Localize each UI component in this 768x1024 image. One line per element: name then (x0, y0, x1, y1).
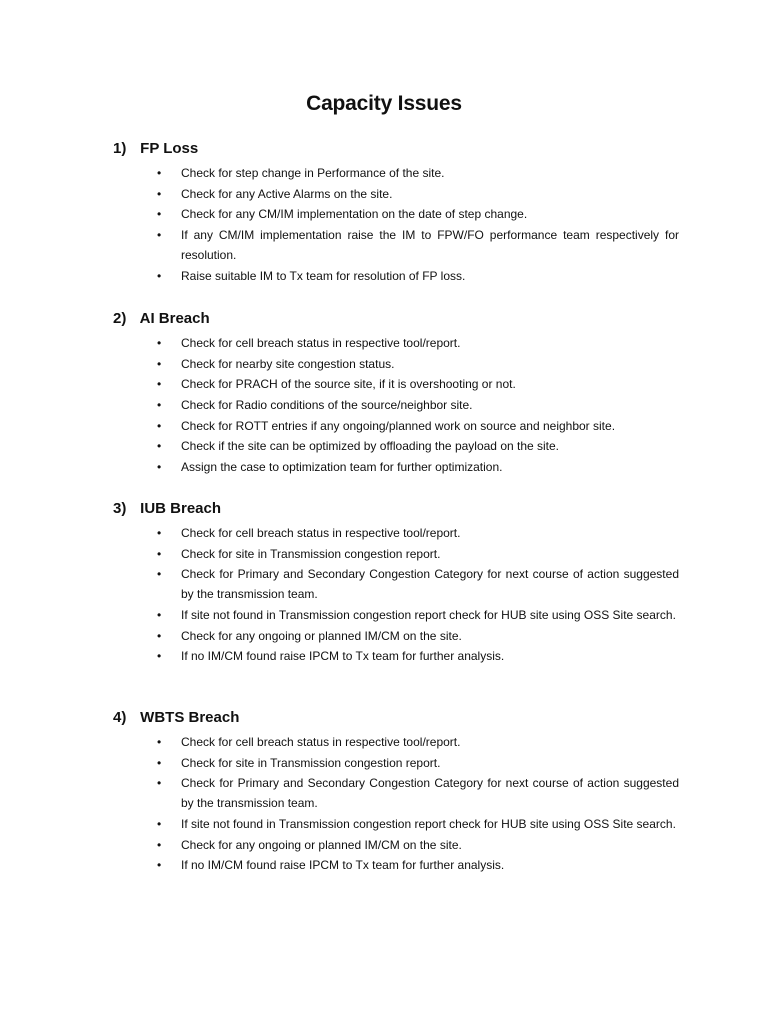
list-item (0, 605, 768, 625)
list-item (0, 646, 768, 666)
list-item-text: Check for nearby site congestion status. (181, 356, 395, 371)
list-item (0, 436, 768, 456)
list-item-text: If site not found in Transmission congestion report check for HUB site using OSS Site search. (181, 817, 676, 832)
list-item-text: Check for site in Transmission congestion report. (181, 546, 441, 561)
bullet-icon: • (157, 207, 162, 222)
list-item-text: Check for step change in Performance of the site. (181, 166, 445, 180)
list-item (0, 523, 768, 543)
section-title: WBTS Breach (140, 709, 240, 726)
list-item-text: Check for ROTT entries if any ongoing/planned work on source and neighbor site. (181, 418, 616, 433)
list-item (0, 773, 768, 813)
list-item-text: Check if the site can be optimized by offloading the payload on the site. (181, 439, 560, 454)
list-item-text: If no IM/CM found raise IPCM to Tx team for further analysis. (181, 858, 505, 873)
list-item (0, 333, 768, 353)
bullet-list (0, 523, 768, 667)
section-heading (113, 140, 198, 157)
bullet-list (0, 333, 768, 478)
list-item (0, 814, 768, 834)
section-title: IUB Breach (140, 500, 222, 517)
section-title: AI Breach (139, 310, 210, 327)
list-item (0, 374, 768, 394)
bullet-icon: • (157, 377, 162, 392)
bullet-icon: • (157, 336, 162, 350)
list-item-text: Check for cell breach status in respective tool/report. (181, 526, 461, 540)
list-item-text: Check for any ongoing or planned IM/CM on the site. (181, 628, 462, 643)
list-item (0, 835, 768, 855)
bullet-icon: • (157, 567, 162, 582)
list-item (0, 163, 768, 183)
bullet-icon: • (157, 817, 162, 832)
list-item (0, 266, 768, 286)
section-heading (113, 310, 210, 327)
bullet-icon: • (157, 628, 162, 643)
list-item-text: Assign the case to optimization team for further optimization. (181, 460, 503, 475)
bullet-icon: • (157, 186, 162, 201)
list-item (0, 753, 768, 773)
bullet-icon: • (157, 418, 162, 433)
list-item (0, 457, 768, 477)
section-heading (113, 500, 221, 517)
list-item (0, 184, 768, 204)
bullet-list (0, 732, 768, 876)
bullet-icon: • (157, 268, 162, 283)
list-item (0, 626, 768, 646)
list-item-text: Check for cell breach status in respective tool/report. (181, 336, 461, 350)
list-item-text: Check for cell breach status in respective tool/report. (181, 735, 461, 749)
bullet-icon: • (157, 755, 162, 770)
bullet-icon: • (157, 546, 162, 561)
section-number: 1) (113, 140, 127, 157)
list-item-text: Check for PRACH of the source site, if it is overshooting or not. (181, 377, 516, 392)
list-item (0, 225, 768, 265)
bullet-icon: • (157, 228, 162, 243)
list-item-text: Check for any Active Alarms on the site. (181, 186, 393, 201)
list-item (0, 395, 768, 415)
list-item-text: Check for Primary and Secondary Congestion Category for next course of action suggested by the transmission team. (181, 776, 679, 811)
list-item-text: If site not found in Transmission congestion report check for HUB site using OSS Site search. (181, 608, 676, 623)
bullet-icon: • (157, 858, 162, 873)
list-item (0, 204, 768, 224)
section-number: 3) (113, 500, 127, 517)
list-item-text: Check for any CM/IM implementation on the date of step change. (181, 207, 528, 222)
list-item-text: Check for site in Transmission congestion report. (181, 755, 441, 770)
bullet-icon: • (157, 837, 162, 852)
list-item-text: Check for Primary and Secondary Congestion Category for next course of action suggested by the transmission team. (181, 567, 679, 602)
list-item (0, 855, 768, 875)
list-item (0, 544, 768, 564)
bullet-icon: • (157, 356, 162, 371)
bullet-icon: • (157, 776, 162, 791)
bullet-icon: • (157, 460, 162, 475)
list-item-text: If no IM/CM found raise IPCM to Tx team for further analysis. (181, 649, 505, 664)
list-item (0, 732, 768, 752)
bullet-list (0, 163, 768, 286)
list-item-text: Check for Radio conditions of the source/neighbor site. (181, 398, 473, 413)
list-item-text: If any CM/IM implementation raise the IM to FPW/FO performance team respectively for resolution. (181, 228, 679, 263)
list-item-text: Raise suitable IM to Tx team for resolution of FP loss. (181, 268, 466, 283)
bullet-icon: • (157, 735, 162, 749)
list-item (0, 416, 768, 436)
section-number: 4) (113, 709, 127, 726)
bullet-icon: • (157, 608, 162, 623)
section-number: 2) (113, 310, 127, 327)
list-item-text: Check for any ongoing or planned IM/CM on the site. (181, 837, 462, 852)
bullet-icon: • (157, 166, 162, 180)
page-title: Capacity Issues (306, 92, 462, 115)
section-heading (113, 709, 239, 726)
bullet-icon: • (157, 649, 162, 664)
list-item (0, 564, 768, 604)
section-title: FP Loss (140, 140, 199, 157)
list-item (0, 354, 768, 374)
bullet-icon: • (157, 526, 162, 540)
bullet-icon: • (157, 439, 162, 454)
bullet-icon: • (157, 398, 162, 413)
